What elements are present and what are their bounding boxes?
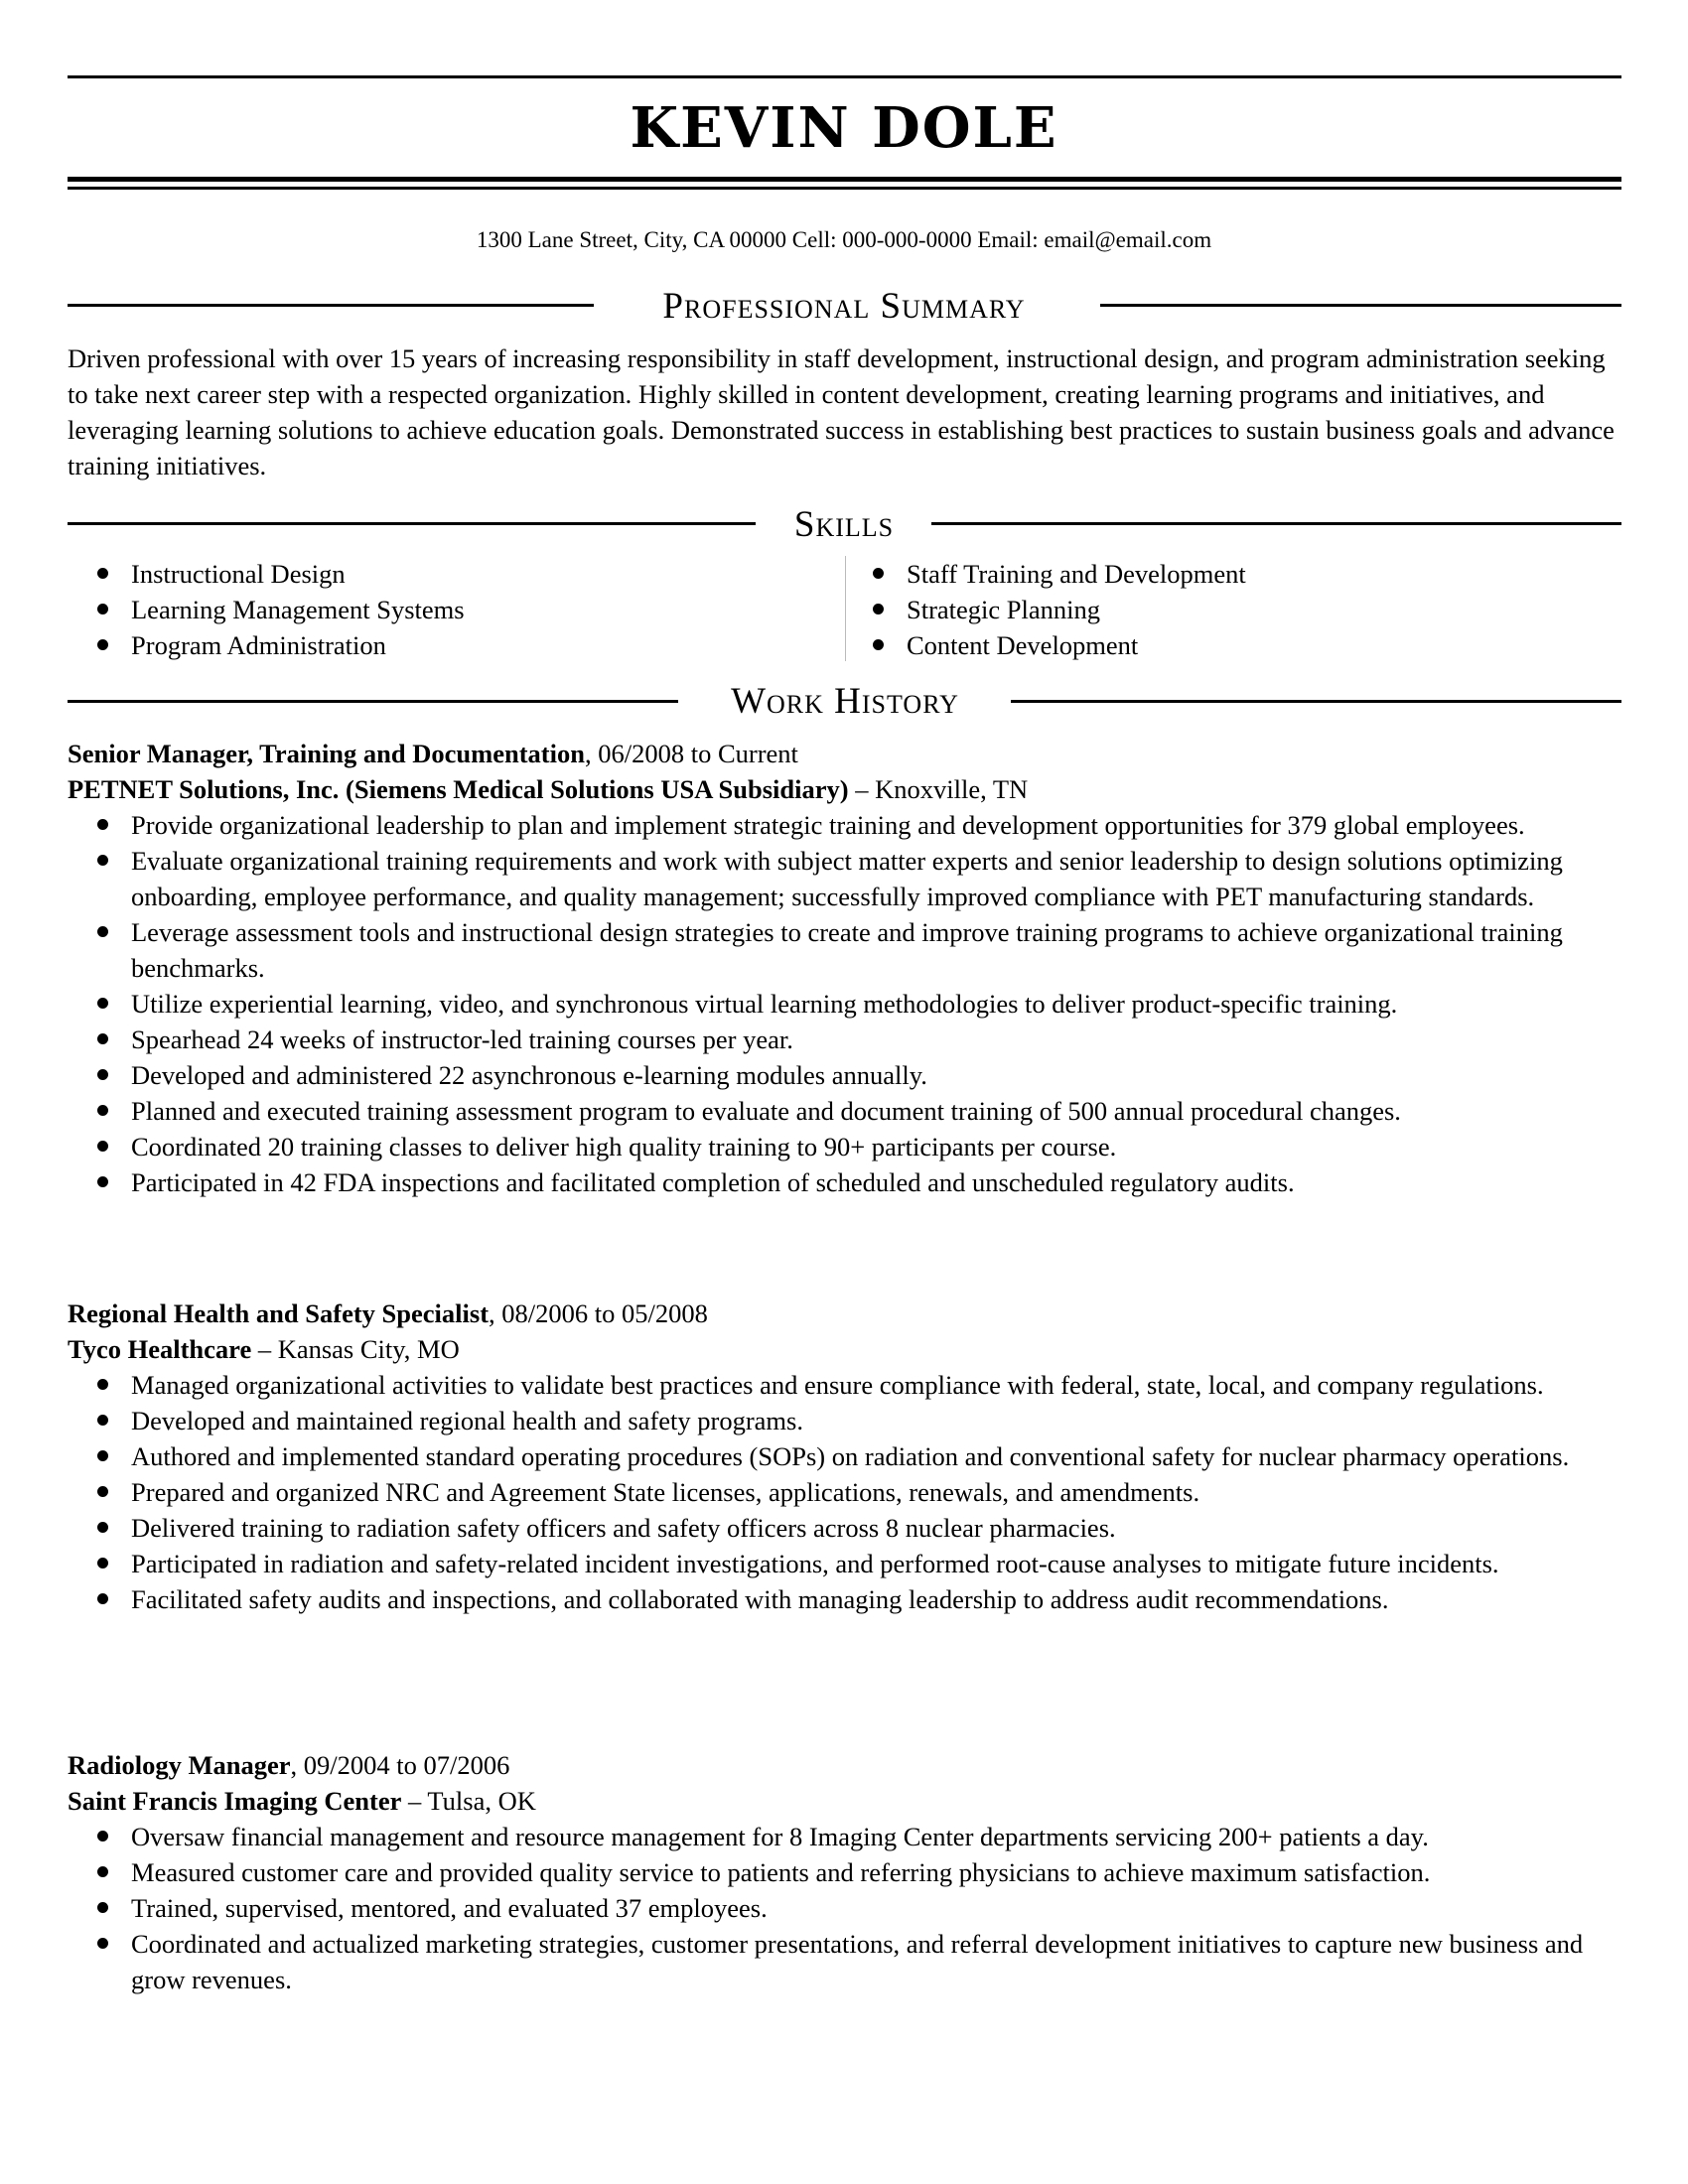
duty-item: Leverage assessment tools and instructional design strategies to create and improve training programs to achieve organizational training benchmarks.	[68, 914, 1626, 986]
summary-text: Driven professional with over 15 years of increasing responsibility in staff development, instructional design, and program administration seeking to take next career step with a respected organization. Highly skilled in content development, creating learning programs and initiatives, and leveraging learning solutions to achieve education goals. Demonstrated success in establishing best practices to sustain business goals and advance training initiatives.	[68, 343, 1615, 480]
job-title: Regional Health and Safety Specialist	[68, 1298, 490, 1328]
skills-rule-left	[68, 522, 756, 525]
job-title: Senior Manager, Training and Documentation	[68, 739, 585, 768]
job-dates: , 09/2004 to 07/2006	[290, 1750, 510, 1780]
duty-item: Developed and administered 22 asynchronous e-learning modules annually.	[68, 1057, 1626, 1093]
skill-item: Content Development	[843, 627, 1538, 663]
job-duties-list	[68, 1819, 1626, 1997]
skills-list-right	[843, 556, 1538, 663]
duty-item: Coordinated and actualized marketing strategies, customer presentations, and referral development initiatives to capture new business and grow revenues.	[68, 1926, 1626, 1997]
duty-item: Developed and maintained regional health and safety programs.	[68, 1403, 1626, 1438]
duty-item: Spearhead 24 weeks of instructor-led training courses per year.	[68, 1022, 1626, 1057]
job-location: – Knoxville, TN	[848, 774, 1029, 804]
job-title-line	[68, 736, 1621, 771]
duty-item: Measured customer care and provided quality service to patients and referring physicians to achieve maximum satisfaction.	[68, 1854, 1626, 1890]
job-title-line	[68, 1296, 1621, 1331]
work-rule-left	[68, 700, 678, 703]
job-company: PETNET Solutions, Inc. (Siemens Medical Solutions USA Subsidiary)	[68, 774, 849, 804]
duty-item: Coordinated 20 training classes to deliver high quality training to 90+ participants per course.	[68, 1129, 1626, 1164]
name-double-rule-top	[68, 177, 1621, 182]
skill-item: Strategic Planning	[843, 592, 1538, 627]
duty-item: Managed organizational activities to validate best practices and ensure compliance with federal, state, local, and company regulations.	[68, 1367, 1626, 1403]
summary-rule-left	[68, 304, 594, 307]
duty-item: Authored and implemented standard operating procedures (SOPs) on radiation and conventional safety for nuclear pharmacy operations.	[68, 1438, 1626, 1474]
duty-item: Evaluate organizational training requirements and work with subject matter experts and senior leadership to design solutions optimizing onboarding, employee performance, and quality management; successfully improved compliance with PET manufacturing standards.	[68, 843, 1626, 914]
duty-item: Facilitated safety audits and inspections, and collaborated with managing leadership to address audit recommendations.	[68, 1581, 1626, 1617]
candidate-name: KEVIN DOLE	[630, 95, 1058, 161]
job-dates: , 08/2006 to 05/2008	[489, 1298, 708, 1328]
job-title-line	[68, 1747, 1621, 1783]
duty-item: Oversaw financial management and resource management for 8 Imaging Center departments servicing 200+ patients a day.	[68, 1819, 1626, 1854]
duty-item: Trained, supervised, mentored, and evaluated 37 employees.	[68, 1890, 1626, 1926]
duty-item: Provide organizational leadership to plan and implement strategic training and development opportunities for 379 global employees.	[68, 807, 1626, 843]
skills-list-left	[68, 556, 763, 663]
contact-line: 1300 Lane Street, City, CA 00000 Cell: 000-000-0000 Email: email@email.com	[476, 227, 1212, 252]
job-location: – Kansas City, MO	[251, 1334, 460, 1364]
top-rule	[68, 75, 1621, 78]
summary-rule-right	[1100, 304, 1621, 307]
job-location: – Tulsa, OK	[401, 1786, 536, 1816]
job-duties-list	[68, 1367, 1626, 1617]
work-rule-right	[1011, 700, 1621, 703]
skills-heading: Skills	[793, 504, 895, 545]
job-dates: , 06/2008 to Current	[584, 739, 798, 768]
skills-rule-right	[931, 522, 1621, 525]
summary-heading: Professional Summary	[662, 286, 1026, 327]
job-company-line	[68, 1331, 1621, 1367]
duty-item: Delivered training to radiation safety officers and safety officers across 8 nuclear pharmacies.	[68, 1510, 1626, 1546]
duty-item: Utilize experiential learning, video, and synchronous virtual learning methodologies to deliver product-specific training.	[68, 986, 1626, 1022]
skill-item: Instructional Design	[68, 556, 763, 592]
job-company-line	[68, 1783, 1621, 1819]
duty-item: Participated in radiation and safety-related incident investigations, and performed root-cause analyses to mitigate future incidents.	[68, 1546, 1626, 1581]
name-double-rule-bottom	[68, 187, 1621, 190]
skill-item: Staff Training and Development	[843, 556, 1538, 592]
job-company: Tyco Healthcare	[68, 1334, 252, 1364]
job-duties-list	[68, 807, 1626, 1200]
work-heading: Work History	[731, 681, 959, 722]
duty-item: Planned and executed training assessment program to evaluate and document training of 500 annual procedural changes.	[68, 1093, 1626, 1129]
job-company-line	[68, 771, 1621, 807]
skill-item: Program Administration	[68, 627, 763, 663]
job-company: Saint Francis Imaging Center	[68, 1786, 402, 1816]
duty-item: Prepared and organized NRC and Agreement State licenses, applications, renewals, and amendments.	[68, 1474, 1626, 1510]
duty-item: Participated in 42 FDA inspections and facilitated completion of scheduled and unscheduled regulatory audits.	[68, 1164, 1626, 1200]
skill-item: Learning Management Systems	[68, 592, 763, 627]
job-title: Radiology Manager	[68, 1750, 291, 1780]
